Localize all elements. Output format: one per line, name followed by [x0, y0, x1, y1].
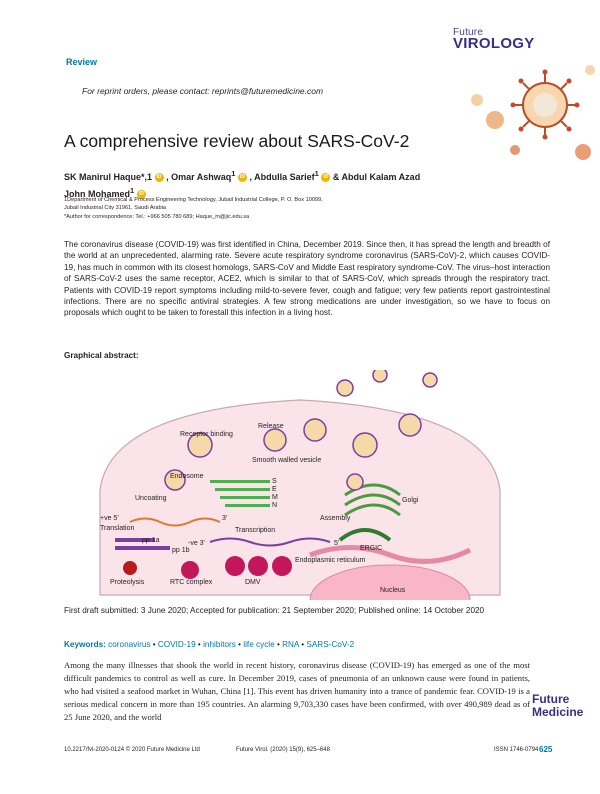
footer-journal-citation: Future Virol. (2020) 15(9), 625–648 [236, 747, 330, 753]
label-pp1b: pp 1b [172, 547, 190, 554]
reprint-notice: For reprint orders, please contact: reprints@futuremedicine.com [82, 86, 324, 96]
label-3-prime: 3' [222, 515, 228, 522]
label-translation: Translation [100, 525, 135, 532]
publisher-logo-line1: Future [532, 692, 570, 706]
pp1b-bar [115, 546, 170, 550]
dmv-circle [225, 556, 245, 576]
dmv-circle [248, 556, 268, 576]
author-2: , Omar Ashwaq [166, 172, 232, 182]
author-1: SK Manirul Haque*,1 [64, 172, 153, 182]
graphical-abstract-label: Graphical abstract: [64, 351, 139, 360]
graphical-abstract-figure [90, 370, 510, 600]
label-uncoating: Uncoating [135, 495, 167, 502]
label-receptor-binding: Receptor binding [180, 431, 233, 438]
body-paragraph: Among the many illnesses that shook the world in recent history, coronavirus disease (COVID-19) has emerged as one of the most difficult pandemics to control as well as cure. In December 2019, cases of pneumonia of an unknown cause were found in patients, who had visited a seafood market in Wuhan, China [1]. This event has driven humanity into a trance of pandemic fear. COVID-19 is a serious medical concern in more than 195 countries. An alarming 9,703,330 cases have been confirmed, with over 490,989 dead as of 25 June 2020, and the world [64, 660, 530, 722]
label-neg-ve3: -ve 3' [188, 540, 205, 547]
label-proteolysis: Proteolysis [110, 579, 145, 586]
author-4: & Abdul Kalam Azad John Mohamed [64, 172, 421, 199]
author-affiliation: 1Department of Chemical & Process Engineering Technology, Jubail Industrial College, P. O. Box 10099, Jubail Industrial City 31961, Saudi Arabia [64, 197, 323, 211]
dmv-circle [272, 556, 292, 576]
footer-page-number: 625 [539, 745, 553, 754]
proteolysis-blob [123, 561, 137, 575]
journal-name-line2: VIROLOGY [453, 35, 535, 52]
article-title: A comprehensive review about SARS-CoV-2 [64, 131, 410, 151]
keyword-link[interactable]: inhibitors [203, 640, 236, 649]
label-smooth-walled-vesicle: Smooth walled vesicle [252, 457, 322, 464]
footer-doi[interactable]: 10.2217/fvl-2020-0124 © 2020 Future Medicine Ltd [64, 747, 200, 753]
label-m: M [272, 494, 278, 501]
footer-issn: ISSN 1746-0794 [494, 747, 539, 753]
label-n: N [272, 502, 278, 509]
keywords-line: Keywords: coronavirus • COVID-19 • inhibitors • life cycle • RNA • SARS-CoV-2 [64, 640, 355, 649]
author-3: , Abdulla Sarief [249, 172, 315, 182]
label-endosome: Endosome [170, 473, 204, 480]
label-assembly: Assembly [320, 515, 351, 522]
orcid-icon[interactable]: iD [156, 174, 162, 181]
label-ve5: +ve 5' [100, 515, 119, 522]
correspondence-line: *Author for correspondence: Tel.: +966 505 780 689; Haque_m@jic.edu.sa [64, 214, 250, 220]
orcid-icon[interactable]: iD [138, 191, 144, 198]
author-2-sup: 1 [231, 169, 236, 178]
label-rtc-complex: RTC complex [170, 579, 213, 586]
label-golgi: Golgi [402, 497, 419, 504]
keyword-link[interactable]: RNA [282, 640, 299, 649]
author-3-sup: 1 [314, 169, 319, 178]
keyword-link[interactable]: SARS-CoV-2 [306, 640, 355, 649]
label-pp1a: pp 1a [142, 537, 160, 544]
journal-name-line1: Future [453, 27, 484, 38]
label-transcription: Transcription [235, 527, 276, 534]
label-5-prime: 5' [334, 540, 340, 547]
keyword-link[interactable]: COVID-19 [157, 640, 196, 649]
label-dmv: DMV [245, 579, 261, 586]
abstract-paragraph: The coronavirus disease (COVID-19) was first identified in China, December 2019. Since then, it has spread the length and breadth of the world at an unprecedented, alarming rate. Severe acute respiratory syndrome coronavirus (SARS-CoV)-2, which causes COVID-19, has much in common with its closest homologs, SARS-CoV and Middle East respiratory syndrome-CoV. The virus–host interaction of SARS-CoV-2 uses the same receptor, ACE2, which is similar to that of SARS-CoV, which spreads through the respiratory tract. Patients with COVID-19 report symptoms including mild-to-severe fever, cough and fatigue; very few patients report gastrointestinal infections. There are no specific antiviral strategies. A few strong medications are under investigation, so we have to focus on proposals which ought to be taken to forestall this infection in a living host. [64, 240, 551, 318]
rtc-blob [181, 561, 199, 579]
keywords-label: Keywords: [64, 640, 106, 649]
decor-virus-large [523, 83, 567, 127]
label-e: E [272, 486, 277, 493]
orcid-icon[interactable]: iD [323, 174, 329, 181]
author-4-sup: 1 [130, 186, 135, 195]
label-nucleus: Nucleus [380, 587, 406, 594]
virus-decoration-graphic [455, 60, 600, 170]
label-ergic: ERGIC [360, 545, 383, 552]
keyword-link[interactable]: coronavirus [108, 640, 151, 649]
label-er: Endoplasmic reticulum [295, 557, 366, 564]
publisher-logo-line2: Medicine [532, 705, 584, 719]
label-release: Release [258, 423, 284, 430]
article-section-label: Review [66, 57, 98, 67]
publication-dates: First draft submitted: 3 June 2020; Accepted for publication: 21 September 2020; Published online: 14 October 2020 [64, 606, 485, 615]
label-s: S [272, 478, 277, 485]
keyword-link[interactable]: life cycle [243, 640, 275, 649]
orcid-icon[interactable]: iD [239, 174, 245, 181]
publisher-logo [532, 693, 583, 719]
